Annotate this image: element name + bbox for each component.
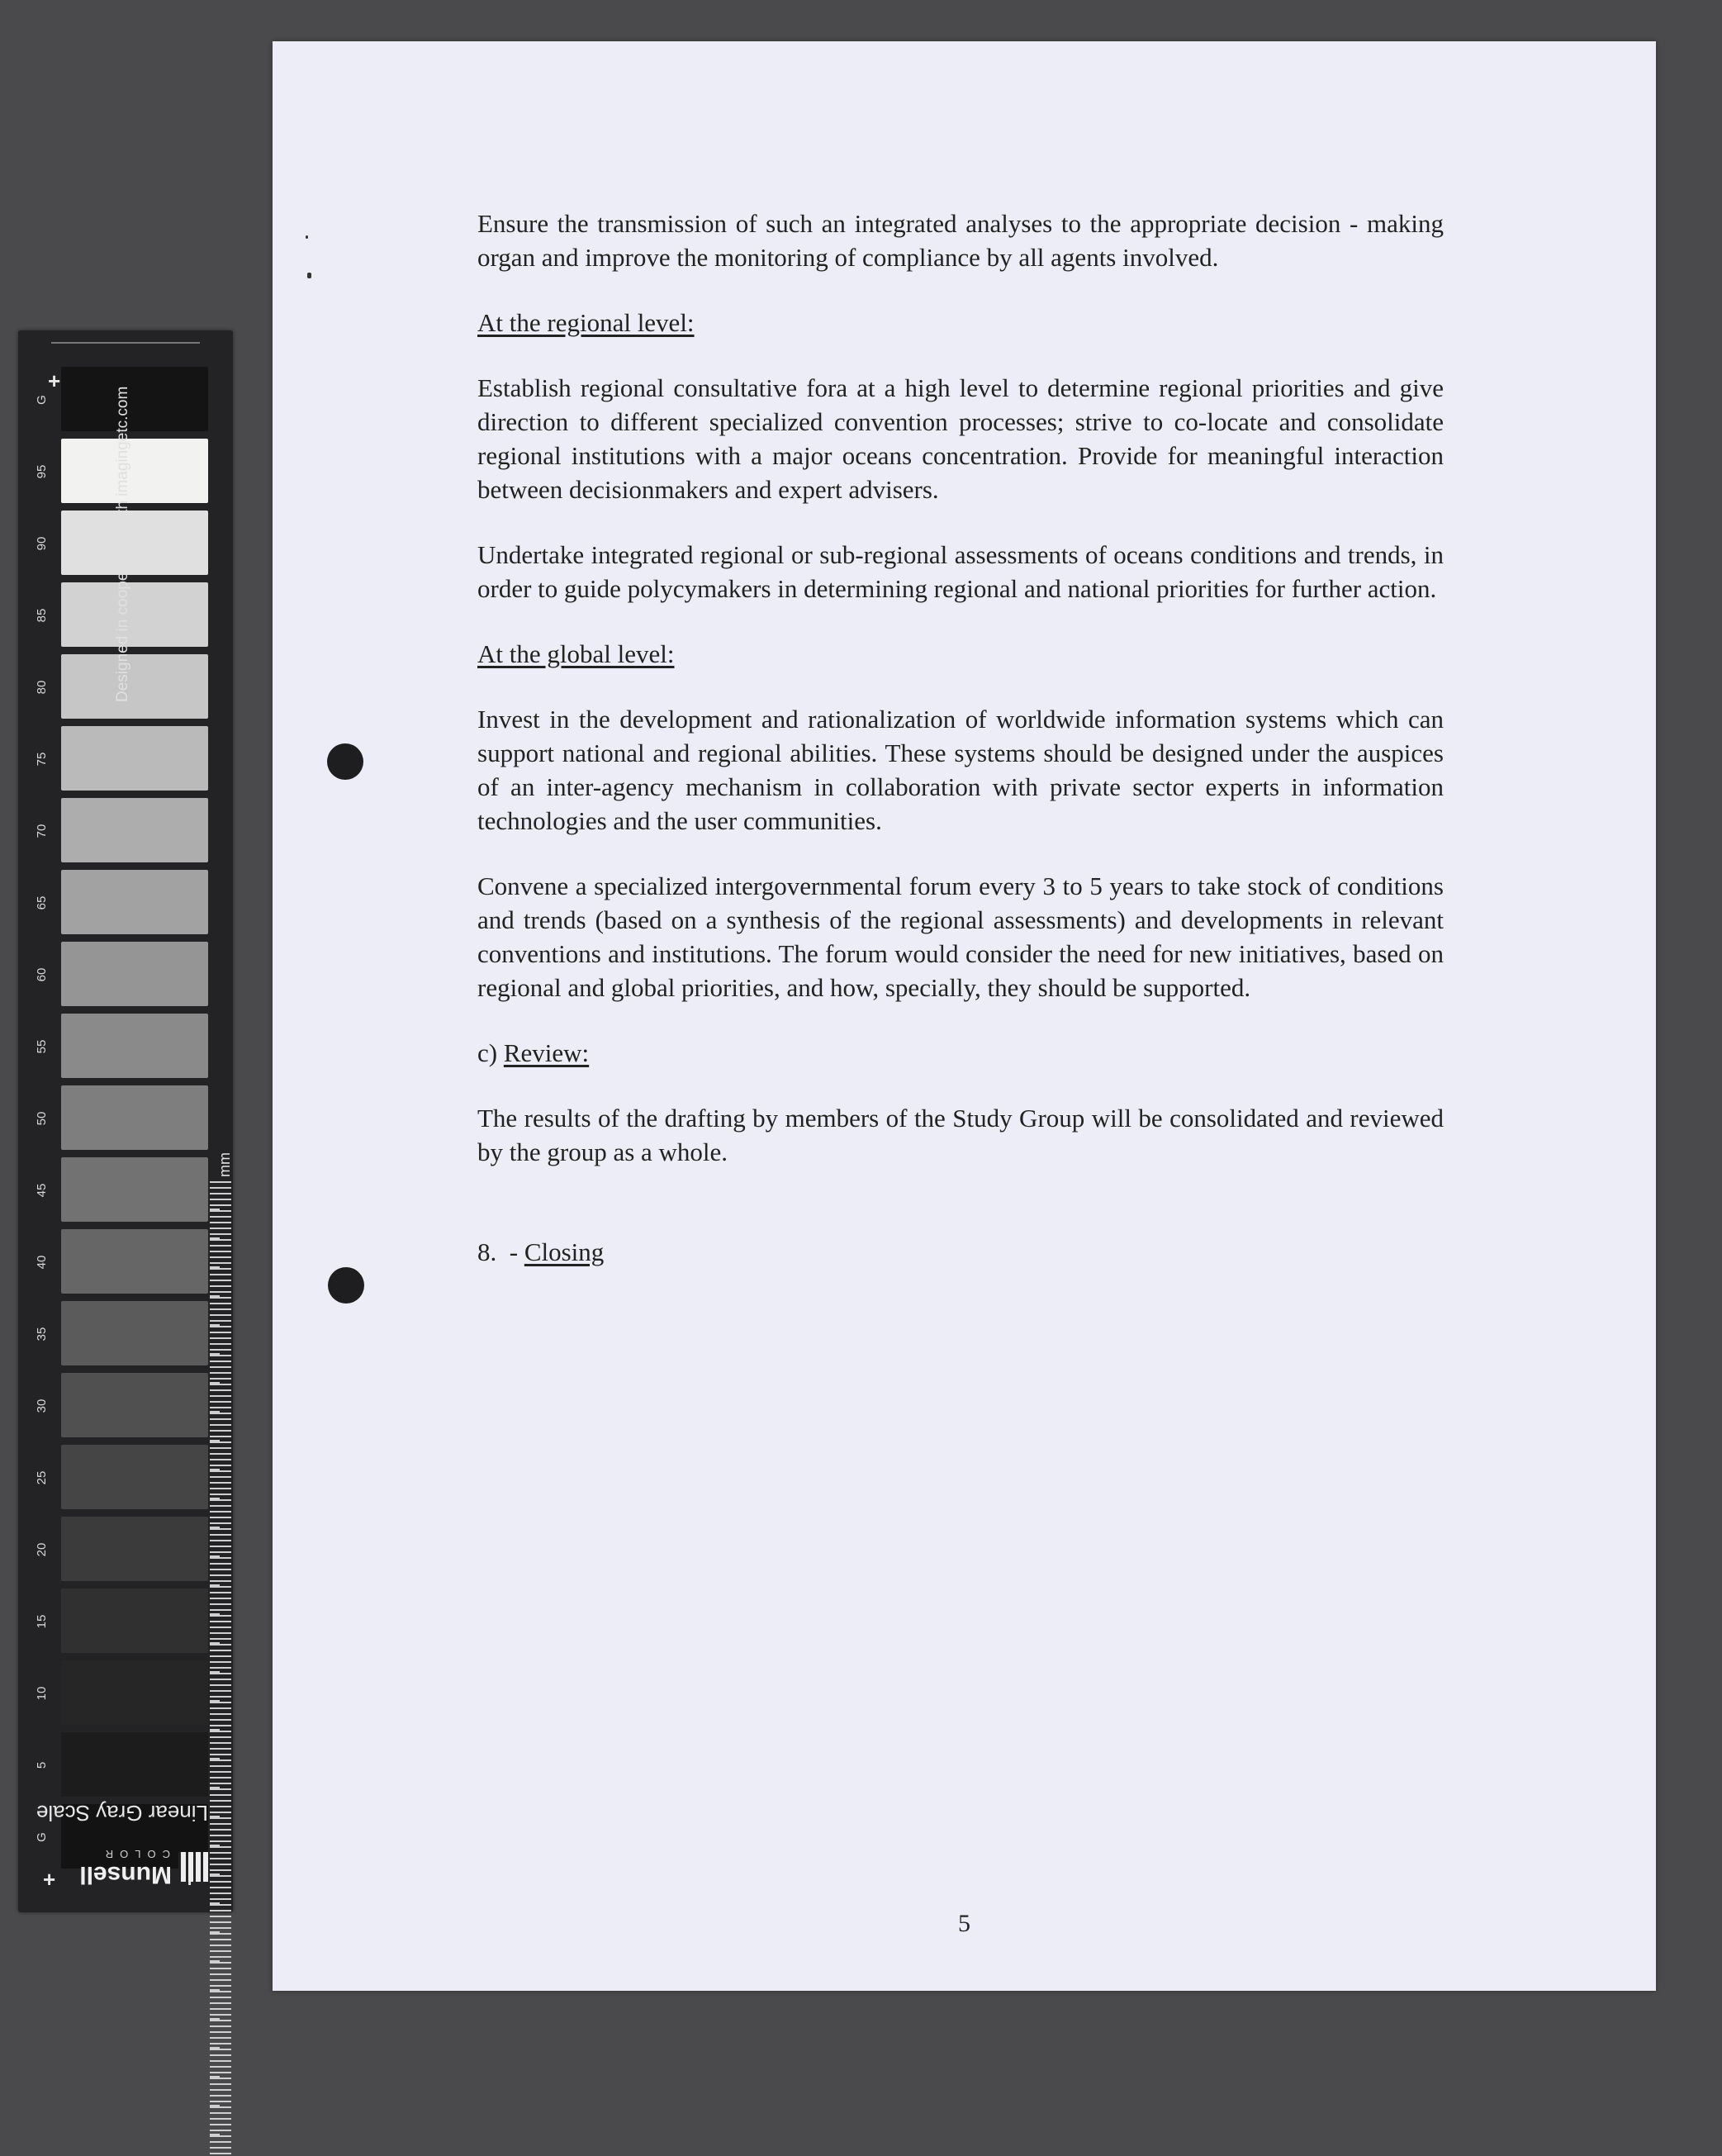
gray-swatch <box>61 511 208 575</box>
gray-label: 25 <box>35 1470 49 1485</box>
gray-label: 65 <box>35 895 49 910</box>
gray-label: 50 <box>35 1111 49 1126</box>
card-title: Linear Gray Scale <box>36 1801 208 1826</box>
review-prefix: c) <box>477 1038 498 1067</box>
review-heading <box>477 1036 1444 1070</box>
gray-label: 15 <box>35 1614 49 1629</box>
gray-label: 75 <box>35 752 49 767</box>
gray-swatch <box>61 1660 208 1725</box>
gray-label: 85 <box>35 608 49 623</box>
gray-swatch <box>61 1732 208 1797</box>
gray-label: 40 <box>35 1255 49 1270</box>
gray-label: 55 <box>35 1039 49 1054</box>
body-paragraph: Invest in the development and rationalization of worldwide information systems which can support national and regional abilities. These systems should be designed under the auspices of an inter-agency mechanism in collaboration with private sector experts in information technologies and the user communities. <box>477 705 1444 835</box>
gray-label: 95 <box>35 464 49 479</box>
gray-swatch <box>61 1301 208 1365</box>
section-heading <box>477 306 1444 340</box>
gray-label: 80 <box>35 680 49 695</box>
gray-label: 30 <box>35 1399 49 1413</box>
speck-mark <box>307 273 311 278</box>
munsell-logo <box>51 1842 208 1892</box>
review-heading-text: Review: <box>503 1038 590 1067</box>
plus-mark: + <box>43 1867 56 1892</box>
gray-label: 35 <box>35 1327 49 1342</box>
gray-label: 45 <box>35 1183 49 1198</box>
gray-label: 90 <box>35 536 49 551</box>
gray-label: 70 <box>35 824 49 838</box>
body-paragraph: Establish regional consultative fora at a high level to determine regional priorities and give direction to different specialized convention processes; strive to co-locate and consolidate regional institutions with a major oceans concentration. Provide for meaningful interaction between decisionmakers and expert advisers. <box>477 373 1444 504</box>
gray-label: 20 <box>35 1542 49 1557</box>
gray-label: G <box>35 1832 49 1842</box>
review-paragraph: The results of the drafting by members of the Study Group will be consolidated and reviewed by the group as a whole. <box>477 1104 1444 1166</box>
section-heading-text: At the global level: <box>477 639 675 668</box>
gray-swatch <box>61 726 208 791</box>
gray-swatch <box>61 439 208 503</box>
gray-swatch <box>61 1589 208 1653</box>
closing-heading <box>477 1235 1444 1269</box>
body-paragraph: Undertake integrated regional or sub-regional assessments of oceans conditions and trends, in order to guide polycymakers in determining regional and national priorities for further action. <box>477 540 1444 603</box>
closing-heading-text: Closing <box>524 1237 605 1266</box>
munsell-grid-icon <box>178 1852 208 1882</box>
gray-label: 5 <box>35 1761 49 1769</box>
gray-swatch <box>61 1373 208 1437</box>
gray-swatch <box>61 1157 208 1222</box>
closing-prefix: 8. - <box>477 1237 519 1266</box>
section-heading <box>477 637 1444 671</box>
body-paragraph: Convene a specialized intergovernmental forum every 3 to 5 years to take stock of conditions and trends (based on a synthesis of the regional assessments) and developments in relevant conventions and institutions. The forum would consider the need for new initiatives, based on regional and global priorities, and how, specially, they should be supported. <box>477 871 1444 1002</box>
gray-swatch <box>61 1517 208 1581</box>
plus-mark: + <box>48 368 61 393</box>
page-number: 5 <box>958 1910 970 1937</box>
designed-credit: Designed in cooperation with imagingetc.com <box>114 386 131 702</box>
gray-swatch <box>61 1085 208 1150</box>
body-paragraph: Ensure the transmission of such an integrated analyses to the appropriate decision - making organ and improve the monitoring of compliance by all agents involved. <box>477 209 1444 272</box>
speck-mark <box>306 235 308 239</box>
brand-sub: COLOR <box>98 1848 170 1860</box>
document-page <box>273 41 1656 1991</box>
gray-swatch <box>61 942 208 1006</box>
document-body <box>477 207 1444 1300</box>
gray-swatch <box>61 582 208 647</box>
section-heading-text: At the regional level: <box>477 308 695 337</box>
brand-name: Munsell <box>79 1861 172 1888</box>
gray-label: G <box>35 395 49 405</box>
mm-ruler-major-ticks <box>210 1181 220 2156</box>
unit-label: mm <box>216 1152 233 1177</box>
paragraph-list <box>477 207 1444 1004</box>
gray-label: 60 <box>35 967 49 982</box>
gray-swatch <box>61 1229 208 1294</box>
punch-hole <box>327 743 363 780</box>
gray-swatch <box>61 870 208 934</box>
gray-swatch <box>61 1445 208 1509</box>
punch-hole <box>328 1267 364 1304</box>
gray-swatch <box>61 654 208 719</box>
gray-swatch <box>61 1014 208 1078</box>
gray-scale-card <box>18 330 233 1912</box>
gray-swatch <box>61 367 208 431</box>
gray-swatch <box>61 798 208 862</box>
gray-label: 10 <box>35 1686 49 1701</box>
